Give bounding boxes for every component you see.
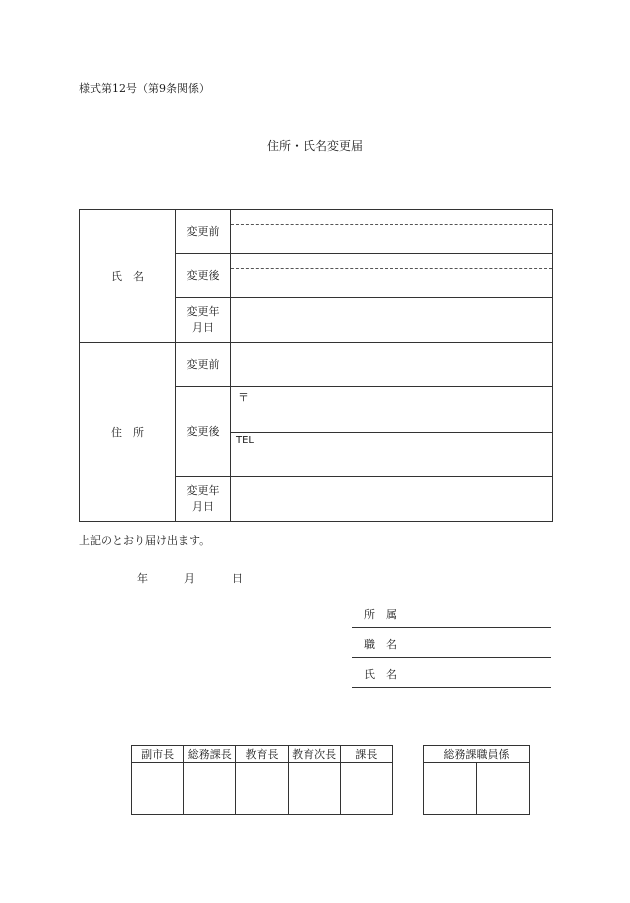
signer-name-label: 氏 名 bbox=[364, 668, 397, 681]
change-date-label-line1: 変更年 bbox=[186, 484, 220, 497]
approval-stamp-box[interactable] bbox=[288, 763, 340, 815]
furigana-guide-line bbox=[231, 268, 552, 269]
address-change-date-label bbox=[176, 477, 231, 522]
approval-stamp-box[interactable] bbox=[236, 763, 288, 815]
signer-name-line[interactable] bbox=[352, 658, 551, 688]
address-before-field[interactable] bbox=[231, 343, 553, 387]
date-year-label: 年 bbox=[137, 572, 148, 585]
change-date-label-line2: 月日 bbox=[192, 321, 214, 334]
change-date-label-line1: 変更年 bbox=[186, 305, 220, 318]
address-change-date-field[interactable] bbox=[231, 477, 553, 522]
name-group-label: 氏 名 bbox=[80, 210, 176, 343]
approval-stamp-box[interactable] bbox=[184, 763, 236, 815]
date-day-label: 日 bbox=[232, 572, 243, 585]
date-month-label: 月 bbox=[184, 572, 195, 585]
address-after-label: 変更後 bbox=[176, 387, 231, 477]
approval-header: 教育次長 bbox=[288, 746, 340, 763]
approval-header: 総務課長 bbox=[184, 746, 236, 763]
approval-stamp-box[interactable] bbox=[340, 763, 392, 815]
approval-header: 副市長 bbox=[132, 746, 184, 763]
tel-label: TEL bbox=[236, 435, 254, 446]
name-before-field[interactable] bbox=[231, 210, 553, 254]
approval-header: 課長 bbox=[340, 746, 392, 763]
change-date-label-line2: 月日 bbox=[192, 500, 214, 513]
name-after-label: 変更後 bbox=[176, 254, 231, 298]
form-number: 様式第12号（第9条関係） bbox=[79, 82, 210, 95]
name-before-label: 変更前 bbox=[176, 210, 231, 254]
name-after-field[interactable] bbox=[231, 254, 553, 298]
furigana-guide-line bbox=[231, 224, 552, 225]
address-group-label: 住 所 bbox=[80, 343, 176, 522]
staff-stamp-table bbox=[423, 745, 530, 815]
statement: 上記のとおり届け出ます。 bbox=[79, 534, 211, 547]
approval-stamp-box[interactable] bbox=[132, 763, 184, 815]
staff-section-header: 総務課職員係 bbox=[424, 746, 530, 763]
position-line[interactable] bbox=[352, 628, 551, 658]
name-change-date-field[interactable] bbox=[231, 298, 553, 343]
form-title: 住所・氏名変更届 bbox=[266, 139, 363, 153]
position-label: 職 名 bbox=[364, 638, 397, 651]
name-change-date-label bbox=[176, 298, 231, 343]
signature-block bbox=[352, 598, 551, 688]
staff-stamp-box[interactable] bbox=[424, 763, 477, 815]
address-before-label: 変更前 bbox=[176, 343, 231, 387]
approval-stamp-table bbox=[131, 745, 393, 815]
staff-stamp-box[interactable] bbox=[477, 763, 530, 815]
affiliation-label: 所 属 bbox=[364, 608, 397, 621]
change-details-table bbox=[79, 209, 553, 522]
telephone-field[interactable] bbox=[231, 433, 553, 477]
address-after-field[interactable] bbox=[231, 387, 553, 433]
postal-mark: 〒 bbox=[238, 391, 249, 404]
affiliation-line[interactable] bbox=[352, 598, 551, 628]
approval-header: 教育長 bbox=[236, 746, 288, 763]
